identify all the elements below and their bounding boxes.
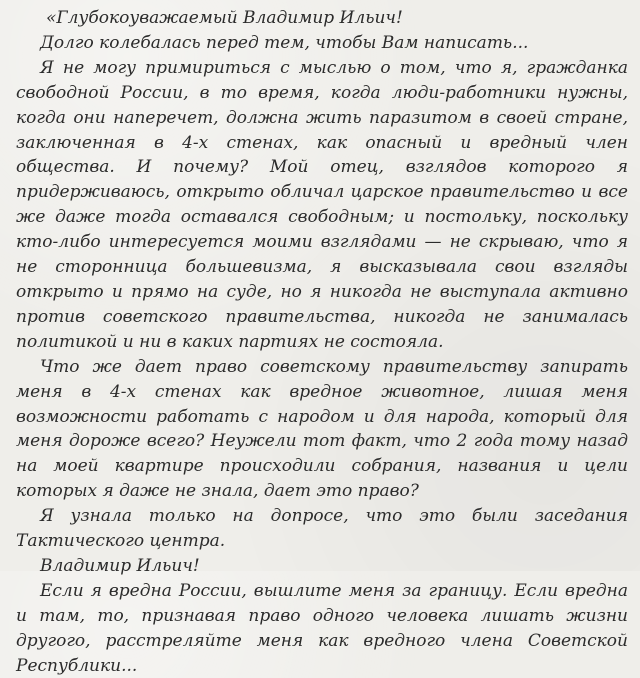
letter-paragraph-question: Что же дает право советскому правительству запирать меня в 4-х стенах как вредное животное, лишая меня возможности работать с народом и для народа, который для меня дороже всего? Неужели тот факт, что 2 года тому назад на моей квартире происходили собрания, названия и цели которых я даже не знала, дает это право?: [16, 356, 628, 502]
letter-paragraph-final: Если я вредна России, вышлите меня за границу. Если вредна и там, то, признавая право одного человека лишать жизни другого, расстреляйте меня как вредного члена Советской Республики...: [16, 580, 628, 676]
letter-paragraph-main: Я не могу примириться с мыслью о том, что я, гражданка свободной России, в то время, когда люди-работники нужны, когда они наперечет, должна жить паразитом в своей стране, заключенная в 4-х стенах, как опасный и вредный член общества. И почему? Мой отец, взглядов которого я придерживаюсь, открыто обличал царское правительство и все же даже тогда оставался свободным; и постольку, поскольку кто-либо интересуется моими взглядами — не скрываю, что я не сторонница большевизма, я высказывала свои взгляды открыто и прямо на суде, но я никогда не выступала активно против советского правительства, никогда не занималась политикой и ни в каких партиях не состояла.: [16, 57, 628, 352]
letter-paragraph-interrogation: Я узнала только на допросе, что это были заседания Тактического центра.: [16, 506, 628, 552]
letter-text: [16, 6, 628, 678]
letter-intro: Долго колебалась перед тем, чтобы Вам написать...: [40, 32, 529, 53]
letter-salutation: «Глубокоуважаемый Владимир Ильич!: [46, 8, 403, 28]
letter-address: Владимир Ильич!: [40, 555, 200, 576]
